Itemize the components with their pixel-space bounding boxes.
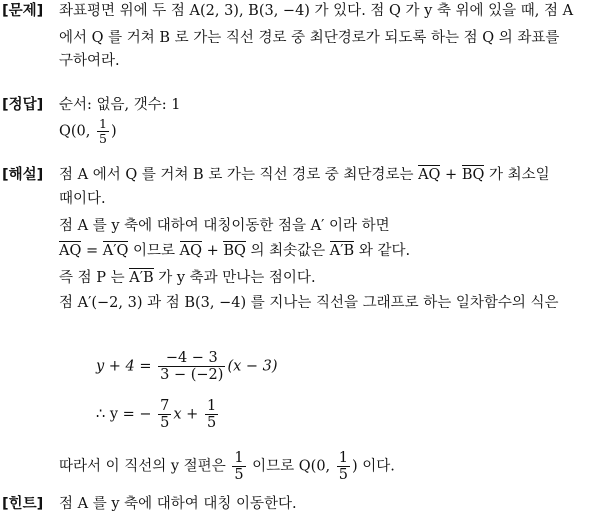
l7-den-1: 5 (234, 467, 244, 483)
problem-line-2: 에서 Q 를 거쳐 B 로 가는 직선 경로 중 최단경로가 되도록 하는 점 Q 의 좌표를 (59, 30, 560, 46)
exp-l4-tail: 와 같다. (354, 243, 411, 259)
hint-line-1: 점 A 를 y 축에 대하여 대칭 이동한다. (59, 496, 297, 512)
segment-bq: BQ (461, 167, 485, 183)
exp-l5-pre: 즉 점 P 는 (59, 270, 130, 286)
segment-apb: A′B (129, 270, 154, 286)
equation-1 (96, 350, 278, 383)
hint-label: [힌트] (2, 496, 44, 512)
eq1-den: 3 − (−2) (160, 367, 224, 383)
answer-q-suffix: ) (110, 123, 117, 140)
explanation-line-4 (59, 241, 410, 261)
answer-label: [정답] (2, 97, 44, 113)
l7-num-2: 1 (338, 450, 349, 466)
problem-line-3: 구하여라. (59, 53, 120, 69)
segment-aq: AQ (418, 167, 441, 183)
l7-den-2: 5 (338, 467, 349, 483)
explanation-line-6: 점 A′(−2, 3) 과 점 B(3, −4) 를 지나는 직선을 그래프로 하는 일차함수의 식은 (59, 295, 559, 311)
equals-sign: = (81, 243, 103, 259)
explanation-line-2: 때이다. (59, 191, 106, 207)
l7-num-1: 1 (234, 450, 244, 466)
exp-l7-mid: 이므로 Q(0, (252, 458, 331, 475)
explanation-label: [해설] (2, 167, 44, 183)
plus-sign: + (440, 167, 462, 183)
segment-bq: BQ (223, 243, 246, 259)
eq2-mid: x + (173, 406, 199, 423)
eq2-den-2: 5 (206, 415, 217, 431)
y-intercept-fraction (232, 450, 245, 483)
eq2-den-1: 5 (160, 415, 170, 431)
eq2-num-1: 7 (160, 398, 170, 414)
eq1-fraction (158, 350, 225, 383)
answer-line-1: 순서: 없음, 갯수: 1 (59, 97, 181, 113)
answer-q-prefix: Q(0, (59, 123, 91, 140)
exp-l1-text: 점 A 에서 Q 를 거쳐 B 로 가는 직선 경로 중 최단경로는 (59, 167, 414, 183)
q-fraction (337, 450, 350, 483)
eq2-pre: ∴ y = − (96, 406, 152, 423)
plus-sign: + (202, 243, 224, 259)
explanation-line-3: 점 A 를 y 축에 대하여 대칭이동한 점을 A′ 이라 하면 (59, 218, 390, 234)
answer-fraction (97, 117, 109, 146)
exp-l1-tail: 가 최소일 (484, 167, 550, 183)
exp-l4-mid2: 의 최솟값은 (245, 243, 330, 259)
eq2-num-2: 1 (206, 398, 217, 414)
segment-apb: A′B (329, 243, 355, 259)
exp-l7-pre: 따라서 이 직선의 y 절편은 (59, 458, 226, 475)
exp-l5-tail: 가 y 축과 만나는 점이다. (153, 270, 316, 286)
answer-line-2 (59, 117, 117, 146)
answer-frac-den: 5 (99, 131, 107, 146)
answer-frac-num: 1 (99, 116, 107, 131)
explanation-line-1 (59, 165, 550, 185)
segment-aq: AQ (59, 243, 82, 259)
problem-label: [문제] (2, 3, 44, 19)
exp-l7-tail: ) 이다. (352, 458, 395, 475)
equation-2 (96, 398, 220, 431)
eq2-fraction-1 (158, 398, 171, 431)
segment-aq: AQ (179, 243, 202, 259)
eq1-num: −4 − 3 (158, 350, 225, 367)
segment-apq: A′Q (102, 243, 129, 259)
eq2-fraction-2 (205, 398, 218, 431)
eq1-lhs: y + 4 = (96, 358, 152, 375)
explanation-line-7 (59, 450, 395, 483)
explanation-line-5 (59, 268, 316, 288)
eq1-rhs: (x − 3) (227, 358, 278, 375)
exp-l4-mid: 이므로 (128, 243, 180, 259)
problem-line-1: 좌표평면 위에 두 점 A(2, 3), B(3, −4) 가 있다. 점 Q 가 y 축 위에 있을 때, 점 A (59, 3, 574, 19)
